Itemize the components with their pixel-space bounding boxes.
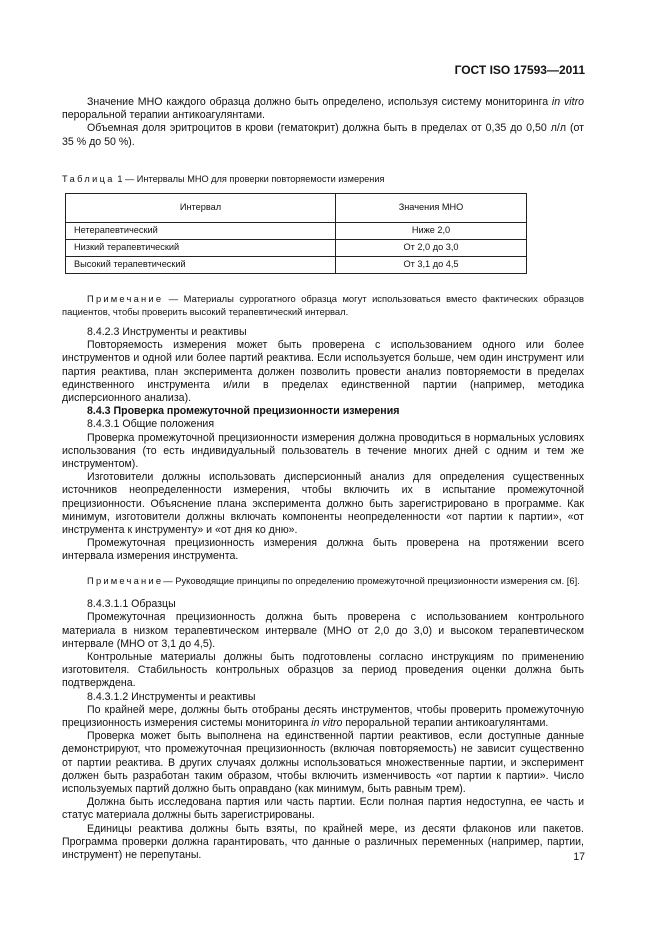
column-header: Значения МНО: [336, 194, 527, 223]
text-run: пероральной терапии антикоагулянтами.: [342, 717, 549, 729]
section-heading: 8.4.3 Проверка промежуточной прецизионности измерения: [87, 405, 400, 418]
paragraph: Промежуточная прецизионность должна быть проверена с использованием контрольного материала в низком терапевтическом интервале (МНО от 2,0 до 3,0) и высоком терапевтическом интервале (МНО от 3,1 до 4,5).: [62, 611, 584, 650]
note: [62, 293, 584, 318]
table-cell: От 3,1 до 4,5: [336, 257, 527, 274]
note-text: — Материалы суррогатного образца могут использоваться вместо фактических образцов пациентов, чтобы проверить высокий терапевтический интервал.: [62, 293, 584, 317]
note: [62, 575, 584, 588]
paragraph: Должна быть исследована партия или часть партии. Если полная партия недоступна, ее часть и статус материала должны быть зарегистрированы.: [62, 796, 584, 822]
section-heading: 8.4.3.1 Общие положения: [87, 418, 215, 431]
table-cell: Низкий терапевтический: [66, 240, 336, 257]
table-caption-text: 1 — Интервалы МНО для проверки повторяемости измерения: [114, 173, 385, 184]
table-cell: От 2,0 до 3,0: [336, 240, 527, 257]
inr-intervals-table: [65, 193, 527, 274]
table-header-row: [66, 194, 527, 223]
paragraph: Повторяемость измерения может быть проверена с использованием одного или более инструментов и одной или более партий реактива. Если используется больше, чем один инструмент или партия реактива, план эксперимента должен позволить провести анализ повторяемости в пределах единственного инструмента и/или в пределах единственной партии (например, методика дисперсионного анализа).: [62, 339, 584, 405]
italic-text: in vitro: [551, 96, 585, 108]
table-row: [66, 223, 527, 240]
paragraph: Объемная доля эритроцитов в крови (гематокрит) должна быть в пределах от 0,35 до 0,50 л/л (от 35 % до 50 %).: [62, 122, 584, 148]
paragraph: Изготовители должны использовать дисперсионный анализ для определения существенных источников неопределенности измерения, чтобы включить их в испытание промежуточной прецизионности. Объяснение плана эксперимента должно быть зарегистрировано в программе. Как минимум, изготовители должны включать компоненты неопределенности «от партии к партии», «от инструмента к инструменту» и «от дня ко дню».: [62, 471, 584, 537]
table-cell: Нетерапевтический: [66, 223, 336, 240]
note-label: Примечание: [87, 574, 164, 586]
text-run: Значение МНО каждого образца должно быть определено, используя систему мониторинга: [87, 96, 552, 108]
table-cell: Высокий терапевтический: [66, 257, 336, 274]
text-run: По крайней мере, должны быть отобраны десять инструментов, чтобы проверить промежуточную прецизионность измерения системы мониторинга: [62, 703, 584, 729]
paragraph: [62, 96, 584, 122]
paragraph: [62, 704, 584, 730]
paragraph: Контрольные материалы должны быть подготовлены согласно инструкциям по применению изготовителя. Стабильность контрольных образцов за период проведения оценки должна быть подтверждена.: [62, 650, 584, 690]
text-run: пероральной терапии антикоагулянтами.: [62, 109, 265, 122]
paragraph: Проверка может быть выполнена на единственной партии реактивов, если доступные данные демонстрируют, что промежуточная прецизионность (включая повторяемость) не зависит существенно от партии реактива. В других случаях должны использоваться множественные партии, и эксперимент должен быть разработан таким образом, чтобы включить изменчивость «от партии к партии». Число используемых партий должно быть оправдано (как минимум, быть равным трем).: [62, 730, 584, 796]
note-text: — Руководящие принципы по определению промежуточной прецизионности измерения см. [6].: [163, 574, 580, 586]
document-id: ГОСТ ISO 17593—2011: [454, 63, 585, 77]
table-row: [66, 257, 527, 274]
table-row: [66, 240, 527, 257]
note-label: Примечание: [87, 293, 164, 305]
table-cell: Ниже 2,0: [336, 223, 527, 240]
column-header: Интервал: [66, 194, 336, 223]
section-heading: 8.4.3.1.1 Образцы: [87, 598, 176, 611]
paragraph: Проверка промежуточной прецизионности измерения должна проводиться в нормальных условиях использования (то есть индивидуальный пользователь в течение многих дней с одним и тем же инструментом).: [62, 431, 584, 471]
italic-text: in vitro: [311, 717, 343, 729]
section-heading: 8.4.3.1.2 Инструменты и реактивы: [87, 690, 256, 703]
table-caption: [62, 173, 584, 186]
paragraph: Промежуточная прецизионность измерения должна быть проверена на протяжении всего интервала измерения инструмента.: [62, 537, 584, 563]
table-caption-label: Таблица: [62, 173, 115, 184]
section-heading: 8.4.2.3 Инструменты и реактивы: [87, 326, 247, 339]
page-content: [62, 96, 584, 862]
page-number: 17: [573, 851, 585, 863]
paragraph: Единицы реактива должны быть взяты, по крайней мере, из десяти флаконов или пакетов. Программа проверки должна гарантировать, что данные о различных переменных (например, партии, инструмент) не перепутаны.: [62, 822, 584, 862]
